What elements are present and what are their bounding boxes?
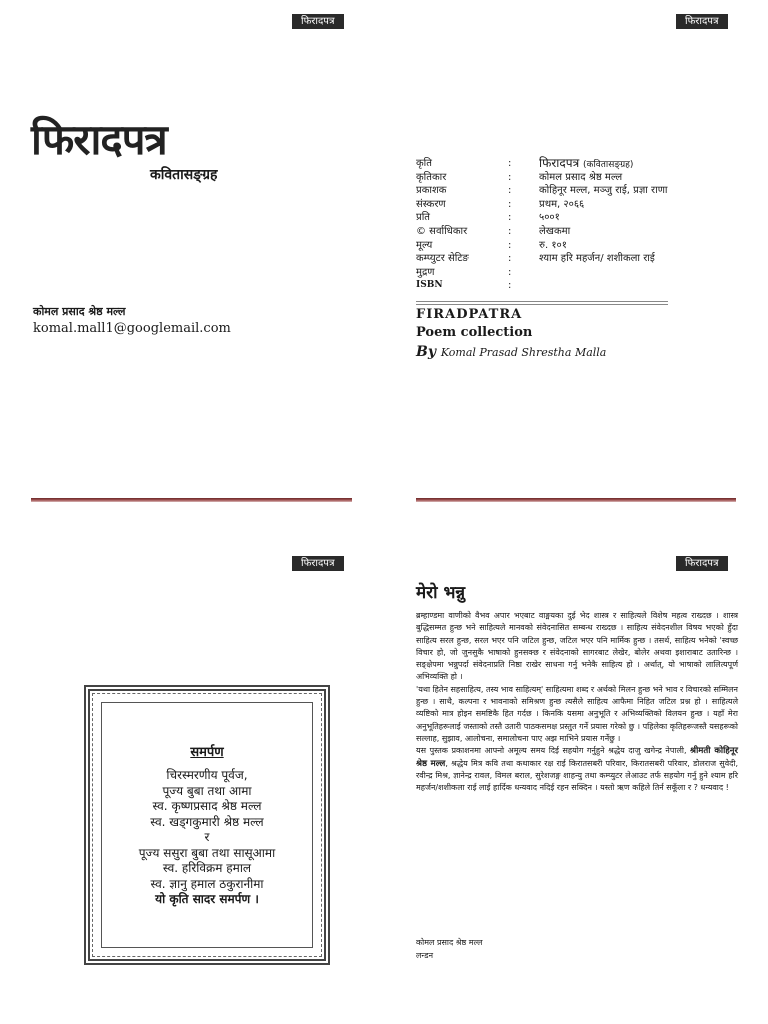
english-byline	[416, 344, 606, 360]
info-label: © सर्वाधिकार	[416, 225, 468, 237]
info-value: श्याम हरि महर्जन/ शशीकला राई	[539, 253, 655, 265]
book-title: फिरादपत्र	[31, 115, 167, 164]
info-row-work	[416, 157, 716, 171]
publication-info-table	[416, 157, 716, 293]
work-genre: (कवितासङ्ग्रह)	[583, 160, 634, 170]
info-colon: :	[508, 171, 512, 183]
by-word: By	[416, 344, 436, 360]
signature-place: लन्डन	[416, 951, 434, 960]
info-colon: :	[508, 198, 512, 210]
info-row-copyright	[416, 225, 716, 239]
author-email[interactable]: komal.mall1@googlemail.com	[33, 321, 231, 336]
english-title: FIRADPATRA	[416, 307, 523, 322]
header-tag-page1: फिरादपत्र	[292, 14, 344, 29]
dedication-line: चिरस्मरणीय पूर्वज,	[166, 768, 248, 782]
info-colon: :	[508, 212, 512, 224]
info-colon: :	[508, 225, 512, 237]
signature-name: कोमल प्रसाद श्रेष्ठ मल्ल	[416, 938, 483, 947]
divider-line	[416, 301, 668, 302]
acknowledgement-highlight: श्रीमती कोहिनूर श्रेष्ठ मल्ल	[416, 746, 738, 769]
info-value	[539, 279, 716, 293]
dedication-line: स्व. खड्गकुमारी श्रेष्ठ मल्ल	[150, 814, 264, 829]
info-row-publisher	[416, 184, 716, 198]
author-name: कोमल प्रसाद श्रेष्ठ मल्ल	[33, 305, 126, 318]
dedication-line: स्व. ज्ञानु हमाल ठकुरानीमा	[150, 876, 264, 891]
english-subtitle: Poem collection	[416, 325, 533, 340]
info-value: रु. १०१	[539, 239, 567, 251]
header-tag-page4: फिरादपत्र	[676, 556, 728, 571]
dedication-line: स्व. हरिविक्रम हमाल	[162, 861, 252, 875]
preface-paragraph-1: ब्रम्हाण्डमा वाणीको वैभव अपार भएबाट वाङ्मयका दुई भेद शास्त्र र साहित्यले विशेष महत्व राख्दछ । शास्त्र बुद्धिसम्मत हुन्छ भने साहित्यले मानवको संवेदनासित सम्बन्ध राख्दछ । साहित्य संवेदनशील विषय भएको हुँदा साहित्य सरल हुन्छ, सरल भएर पनि जटिल हुन्छ, जटिल भएर पनि मार्मिक हुन्छ । तसर्थ, साहित्य भनेको 'स्वच्छ विचार हो, जो जुनसुकै भाषाको हुनसक्छ र संवेदनाको सागरबाट लेखेर, बोलेर अथवा इशाराबाट उतारिन्छ । सङ्क्षेपमा भन्नुपर्दा संवेदनाप्रति निष्ठा राखेर साधना गर्नु भनेकै साहित्य हो । अर्थात्, यो भाषाको लालित्यपूर्ण अभिव्यक्ति हो ।	[416, 611, 738, 682]
info-value: कोहिनूर मल्ल, मञ्जु राई, प्रज्ञा राणा	[539, 185, 668, 197]
info-label: प्रति	[416, 212, 430, 224]
work-title: फिरादपत्र	[539, 156, 580, 170]
book-subtitle: कवितासङ्ग्रह	[150, 167, 218, 183]
info-colon: :	[508, 253, 512, 265]
info-row-isbn	[416, 279, 716, 293]
dedication-line: यो कृति सादर समर्पण ।	[155, 892, 259, 906]
page-divider-page2	[416, 498, 736, 502]
info-label: प्रकाशक	[416, 185, 447, 197]
info-row-printing	[416, 266, 716, 280]
preface-body	[416, 610, 738, 794]
info-label: कम्प्युटर सेटिङ	[416, 253, 469, 265]
page-divider-page1	[31, 498, 352, 502]
info-colon: :	[508, 239, 512, 251]
info-value: ५००१	[539, 212, 560, 224]
preface-signature	[416, 936, 483, 962]
english-author: Komal Prasad Shrestha Malla	[440, 346, 607, 359]
info-label: मूल्य	[416, 239, 433, 251]
info-value: कोमल प्रसाद श्रेष्ठ मल्ल	[539, 171, 623, 183]
info-row-author	[416, 171, 716, 185]
info-row-copies	[416, 211, 716, 225]
info-label: कृति	[416, 158, 432, 169]
preface-title: मेरो भन्नु	[416, 583, 466, 603]
info-colon: :	[508, 280, 512, 292]
header-tag-page3: फिरादपत्र	[292, 556, 344, 571]
dedication-line: पूज्य बुबा तथा आमा	[162, 783, 252, 798]
info-label: मुद्रण	[416, 266, 435, 278]
info-row-typesetting	[416, 252, 716, 266]
info-label: कृतिकार	[416, 171, 447, 183]
info-value	[539, 157, 716, 171]
info-value: लेखकमा	[539, 225, 571, 237]
divider-line	[416, 304, 668, 305]
header-tag-page2: फिरादपत्र	[676, 14, 728, 29]
acknowledgement-rest: , श्रद्धेय मित्र कवि तथा कथाकार रक्ष राई किरातसबरी परिवार, किरातसबरी परिवार, डोलराज सुवेदी, रवीन्द्र मिश्र, ज्ञानेन्द्र रावल, विमल बराल, सुरेशजङ्ग शाहन्यु तथा कम्प्युटर लेआउट तर्फ सहयोग गर्नु हुने श्याम हरि महर्जन/शशीकला राई लाई हार्दिक धन्यवाद नदिई रहन सक्दिन । यस्तो ऋण कहिले तिर्न सकूँला र ? धन्यवाद !	[416, 758, 739, 793]
dedication-text	[84, 768, 330, 908]
info-colon: :	[508, 266, 512, 278]
acknowledgement-start: यस पुस्तक प्रकाशनमा आफ्नो अमूल्य समय दिई सहयोग गर्नुहुने श्रद्धेय दाजु खगेन्द्र नेपाली,	[416, 746, 691, 756]
info-label: संस्करण	[416, 198, 446, 210]
info-row-price	[416, 239, 716, 253]
info-value: प्रथम, २०६६	[539, 198, 585, 210]
dedication-line: र	[204, 830, 210, 844]
dedication-line: पूज्य ससुरा बुबा तथा सासूआमा	[138, 845, 276, 860]
preface-paragraph-3	[416, 745, 738, 794]
info-label: ISBN	[416, 280, 443, 291]
dedication-title: समर्पण	[190, 745, 224, 760]
info-colon: :	[508, 185, 512, 197]
info-row-edition	[416, 198, 716, 212]
preface-paragraph-2: 'यथा हितेन सहसाहित्य, तस्य भाव साहित्यम्' साहित्यमा शब्द र अर्थको मिलन हुन्छ भने भाव र विचारको सम्मिलन हुन्छ । साथै, कल्पना र भावनाको समिश्रण हुन्छ त्यसैले साहित्य आफैमा निहित जटिल प्रश्न हो । साहित्यले व्यष्टिको मात्र होइन समष्टिकै हित गर्दछ । किनकि यसमा अनुभूति र अभिव्यक्तिको विलयन हुन्छ । यहाँ मेरा अनुभूतिहरूलाई जस्ताको तस्तै उतारी पाठकसमक्ष प्रस्तुत गर्ने प्रयास गरेको छु । पहिलेका कृतिहरूजस्तै यसहरूको सल्लाह, सुझाव, आलोचना, समालोचना पाए अझ माभिने प्रयास गर्नेछु ।	[416, 684, 738, 743]
dedication-line: स्व. कृष्णप्रसाद श्रेष्ठ मल्ल	[152, 799, 262, 813]
info-value	[539, 266, 716, 280]
info-colon: :	[508, 158, 512, 169]
